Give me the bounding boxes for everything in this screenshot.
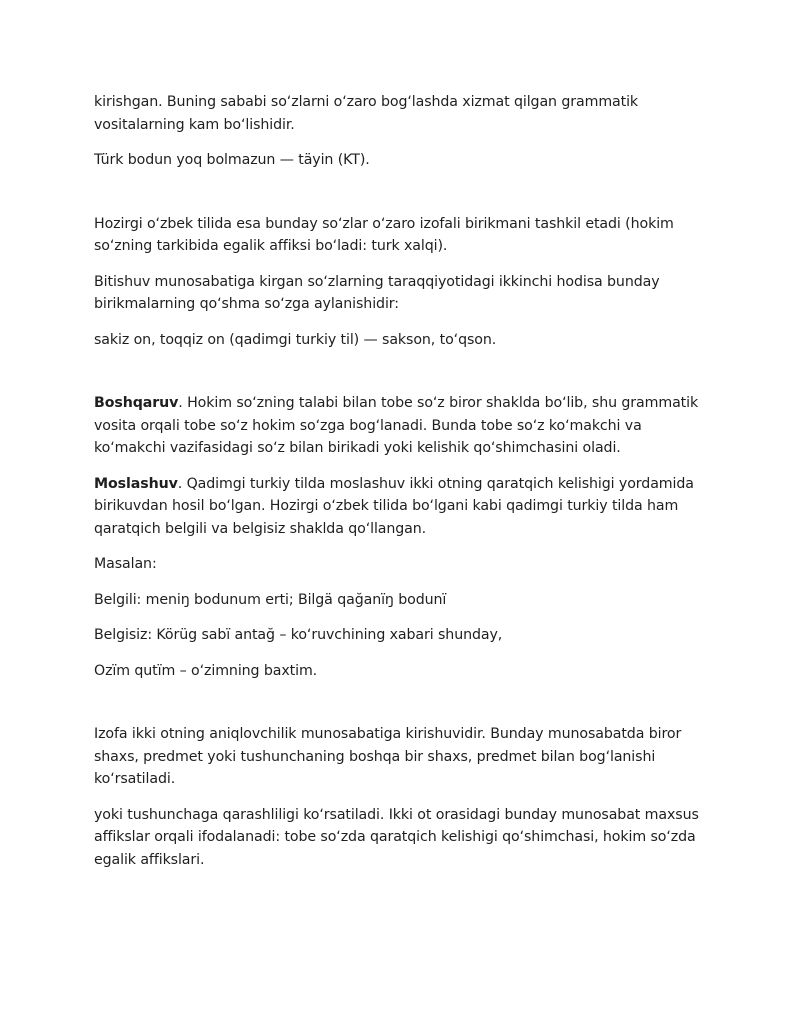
paragraph-masalan: Masalan: bbox=[94, 556, 157, 572]
term-moslashuv: Moslashuv bbox=[94, 475, 178, 492]
spacer bbox=[94, 695, 714, 723]
paragraph-boshqaruv bbox=[94, 392, 714, 460]
paragraph-final: yoki tushunchaga qarashliligi ko‘rsatiladi. Ikki ot orasidagi bunday munosabat maxsus affikslar orqali ifodalanadi: tobe so‘zda qaratqich kelishigi qo‘shimchasi, hokim so‘zda egalik affikslari. bbox=[94, 806, 699, 868]
term-boshqaruv: Boshqaruv bbox=[94, 395, 179, 411]
paragraph-4: Bitishuv munosabatiga kirgan so‘zlarning taraqqiyotidagi ikkinchi hodisa bunday birikmalarning qo‘shma so‘zga aylanishidir: bbox=[94, 273, 660, 312]
example-ozim: Ozïm qutïm – o‘zimning baxtim. bbox=[94, 662, 318, 679]
paragraph-3: Hozirgi o‘zbek tilida esa bunday so‘zlar o‘zaro izofali birikmani tashkil etadi (hokim so‘zning tarkibida egalik affiksi bo‘ladi: turk xalqi). bbox=[94, 215, 674, 254]
paragraph-moslashuv bbox=[94, 473, 714, 541]
example-belgili: Belgili: meniŋ bodunum erti; Bilgä qağanïŋ bodunï bbox=[94, 591, 447, 608]
paragraph-5: sakiz on, toqqiz on (qadimgi turkiy til) — sakson, to‘qson. bbox=[94, 331, 497, 348]
document-page bbox=[94, 91, 714, 884]
spacer bbox=[94, 185, 714, 213]
paragraph-moslashuv-text: . Qadimgi turkiy tilda moslashuv ikki otning qaratqich kelishigi yordamida birikuvdan hosil bo‘lgan. Hozirgi o‘zbek tilida bo‘lgani kabi qadimgi turkiy tilda ham qaratqich belgili va belgisiz shaklda qo‘llangan. bbox=[94, 475, 694, 537]
paragraph-boshqaruv-text: . Hokim so‘zning talabi bilan tobe so‘z biror shaklda bo‘lib, shu grammatik vosita orqali tobe so‘z hokim so‘zga bog‘lanadi. Bunda tobe so‘z ko‘makchi va ko‘makchi vazifasidagi so‘z bilan birikadi yoki kelishik qo‘shimchasini oladi. bbox=[94, 395, 699, 456]
example-belgisiz: Belgisiz: Körüg sabï antağ – ko‘ruvchining xabari shunday, bbox=[94, 627, 503, 643]
paragraph-izofa: Izofa ikki otning aniqlovchilik munosabatiga kirishuvidir. Bunday munosabatda biror shaxs, predmet yoki tushunchaning boshqa bir shaxs, predmet bilan bog‘lanishi ko‘rsatiladi. bbox=[94, 726, 682, 787]
paragraph-2: Türk bodun yoq bolmazun — täyin (KT). bbox=[94, 152, 370, 168]
spacer bbox=[94, 364, 714, 392]
paragraph-1: kirishgan. Buning sababi so‘zlarni o‘zaro bog‘lashda xizmat qilgan grammatik vositalarning kam bo‘lishidir. bbox=[94, 94, 639, 133]
